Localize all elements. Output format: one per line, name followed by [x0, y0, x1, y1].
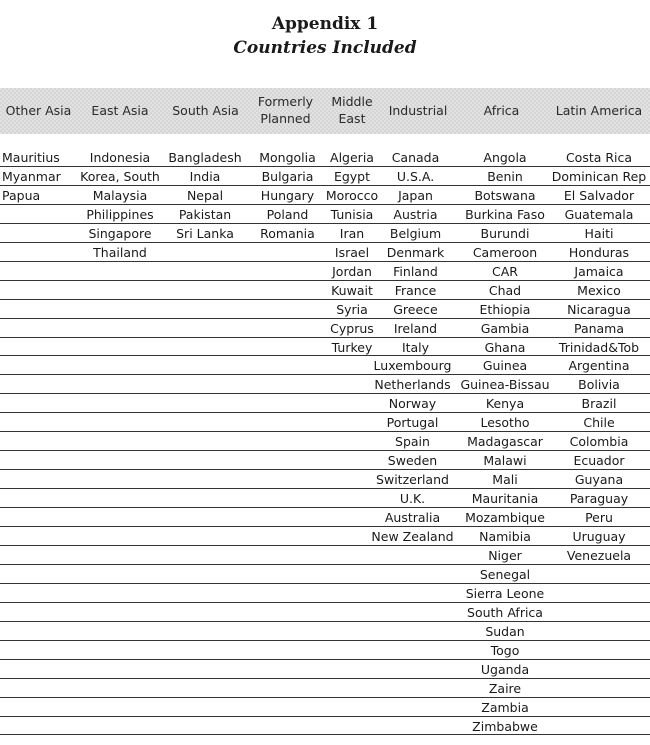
table-cell: Greece — [393, 301, 438, 317]
table-cell: Portugal — [386, 415, 439, 431]
table-cell: Costa Rica — [565, 150, 633, 165]
table-cell: South Africa — [467, 604, 543, 620]
table-cell: Uruguay — [572, 529, 626, 544]
table-cell: Morocco — [325, 187, 379, 203]
table-cell: Thailand — [93, 244, 147, 260]
table-cell: Philippines — [86, 206, 154, 222]
table-cell: Burkina Faso — [465, 206, 545, 222]
table-cell: Jamaica — [574, 263, 624, 279]
table-cell: Luxembourg — [373, 358, 452, 374]
row-divider — [0, 185, 650, 186]
row-divider — [0, 507, 650, 508]
table-cell: Zaire — [488, 680, 522, 696]
table-cell: Sudan — [485, 623, 525, 639]
row-divider — [0, 488, 650, 489]
table-cell: Paraguay — [569, 491, 629, 507]
table-cell: Trinidad&Tob — [558, 339, 640, 355]
table-cell: Sri Lanka — [176, 225, 234, 241]
table-cell: Poland — [266, 206, 309, 222]
table-cell: Malawi — [483, 453, 527, 469]
column-header: Middle East — [331, 94, 373, 126]
table-cell: Romania — [260, 225, 315, 241]
table-cell: Guatemala — [564, 206, 634, 222]
row-divider — [0, 583, 650, 584]
table-cell: Mozambique — [465, 510, 545, 526]
row-divider — [0, 602, 650, 603]
table-cell: Gambia — [480, 320, 530, 336]
column-header: Formerly Planned — [257, 94, 314, 126]
row-divider — [0, 564, 650, 565]
table-cell: Niger — [488, 547, 522, 563]
table-cell: Ethiopia — [479, 301, 531, 317]
table-cell: Togo — [490, 642, 520, 658]
row-divider — [0, 261, 650, 262]
table-cell: Peru — [585, 510, 613, 526]
table-cell: Sierra Leone — [465, 585, 545, 601]
table-cell: Guinea — [482, 358, 528, 374]
column-header: Africa — [483, 102, 520, 118]
table-cell: Mexico — [577, 282, 621, 298]
table-cell: Zimbabwe — [472, 718, 538, 734]
row-divider — [0, 697, 650, 698]
table-cell: Belgium — [389, 225, 442, 241]
table-cell: Botswana — [474, 187, 536, 203]
table-cell: Myanmar — [2, 168, 61, 184]
table-cell: Panama — [573, 320, 625, 336]
table-cell: Syria — [336, 301, 368, 317]
table-cell: Chad — [488, 282, 522, 298]
table-cell: Singapore — [88, 225, 152, 241]
row-divider — [0, 223, 650, 224]
table-cell: Haiti — [584, 225, 614, 241]
row-divider — [0, 204, 650, 205]
column-header: Other Asia — [5, 102, 72, 118]
row-divider — [0, 640, 650, 641]
table-cell: Jordan — [332, 263, 372, 279]
table-cell: India — [189, 168, 221, 184]
table-cell: Pakistan — [178, 206, 232, 222]
table-cell: Turkey — [331, 339, 373, 355]
table-cell: Mongolia — [259, 150, 316, 165]
table-cell: Austria — [393, 206, 438, 222]
table-cell: Madagascar — [467, 434, 543, 450]
column-header: Industrial — [388, 102, 448, 118]
table-cell: Bolivia — [578, 377, 620, 393]
row-divider — [0, 545, 650, 546]
column-header: East Asia — [91, 102, 149, 118]
table-cell: Dominican Rep — [551, 168, 647, 184]
table-cell: Lesotho — [480, 415, 530, 431]
row-divider — [0, 337, 650, 338]
page-title: Appendix 1 — [271, 14, 379, 34]
table-cell: Tunisia — [330, 206, 374, 222]
row-divider — [0, 469, 650, 470]
table-cell: Mauritania — [471, 491, 539, 507]
column-header: South Asia — [172, 102, 239, 118]
table-cell: El Salvador — [563, 187, 635, 203]
row-divider — [0, 450, 650, 451]
table-cell: Guinea-Bissau — [460, 377, 550, 393]
table-cell: CAR — [492, 263, 518, 279]
table-cell: Kuwait — [331, 282, 373, 298]
table-cell: Papua — [2, 187, 41, 203]
row-divider — [0, 355, 650, 356]
table-cell: Norway — [388, 396, 437, 412]
table-cell: Namibia — [479, 529, 531, 544]
table-cell: Mauritius — [2, 150, 60, 165]
table-cell: Cameroon — [472, 244, 538, 260]
table-cell: Argentina — [568, 358, 630, 374]
table-cell: Denmark — [386, 244, 445, 260]
table-cell: Brazil — [581, 396, 617, 412]
table-cell: Netherlands — [374, 377, 451, 393]
column-header: Latin America — [555, 102, 643, 118]
table-cell: Ecuador — [573, 453, 625, 469]
table-cell: Algeria — [330, 150, 374, 165]
table-cell: Senegal — [479, 566, 531, 582]
table-cell: Kenya — [485, 396, 525, 412]
table-cell: Benin — [487, 168, 523, 184]
row-divider — [0, 621, 650, 622]
table-cell: Israel — [334, 244, 370, 260]
table-cell: Ghana — [484, 339, 526, 355]
table-cell: Angola — [483, 150, 527, 165]
table-cell: Nicaragua — [567, 301, 631, 317]
table-cell: Finland — [393, 263, 438, 279]
row-divider — [0, 242, 650, 243]
row-divider — [0, 678, 650, 679]
row-divider — [0, 374, 650, 375]
table-cell: Uganda — [480, 661, 530, 677]
table-cell: Sweden — [387, 453, 438, 469]
table-cell: Chile — [583, 415, 615, 431]
table-cell: Zambia — [481, 699, 529, 715]
page-subtitle: Countries Included — [233, 38, 417, 58]
table-cell: Spain — [395, 434, 430, 450]
table-cell: Canada — [391, 150, 440, 165]
table-cell: Hungary — [260, 187, 315, 203]
row-divider — [0, 280, 650, 281]
row-divider — [0, 431, 650, 432]
table-cell: Venezuela — [566, 547, 632, 563]
table-cell: U.K. — [399, 491, 426, 507]
row-divider — [0, 412, 650, 413]
table-cell: Honduras — [568, 244, 630, 260]
table-cell: Italy — [401, 339, 430, 355]
table-cell: Bulgaria — [261, 168, 314, 184]
row-divider — [0, 299, 650, 300]
table-cell: Ireland — [393, 320, 438, 336]
table-cell: Colombia — [569, 434, 629, 450]
table-cell: Switzerland — [376, 472, 449, 488]
table-cell: Cyprus — [330, 320, 374, 336]
table-cell: Korea, South — [80, 168, 160, 184]
row-divider — [0, 166, 650, 167]
table-cell: Indonesia — [89, 150, 151, 165]
table-cell: Malaysia — [92, 187, 148, 203]
table-cell: Egypt — [333, 168, 371, 184]
table-cell: Guyana — [574, 472, 624, 488]
table-cell: U.S.A. — [396, 168, 435, 184]
table-cell: Nepal — [186, 187, 224, 203]
table-cell: New Zealand — [371, 529, 454, 544]
row-divider — [0, 526, 650, 527]
row-divider — [0, 318, 650, 319]
table-cell: Japan — [398, 187, 433, 203]
row-divider — [0, 716, 650, 717]
row-divider — [0, 659, 650, 660]
table-cell: Mali — [492, 472, 518, 488]
table-cell: Burundi — [480, 225, 530, 241]
table-cell: France — [394, 282, 437, 298]
table-cell: Bangladesh — [168, 150, 242, 165]
row-divider — [0, 393, 650, 394]
table-cell: Iran — [339, 225, 365, 241]
row-divider — [0, 734, 650, 735]
table-cell: Australia — [384, 510, 441, 526]
